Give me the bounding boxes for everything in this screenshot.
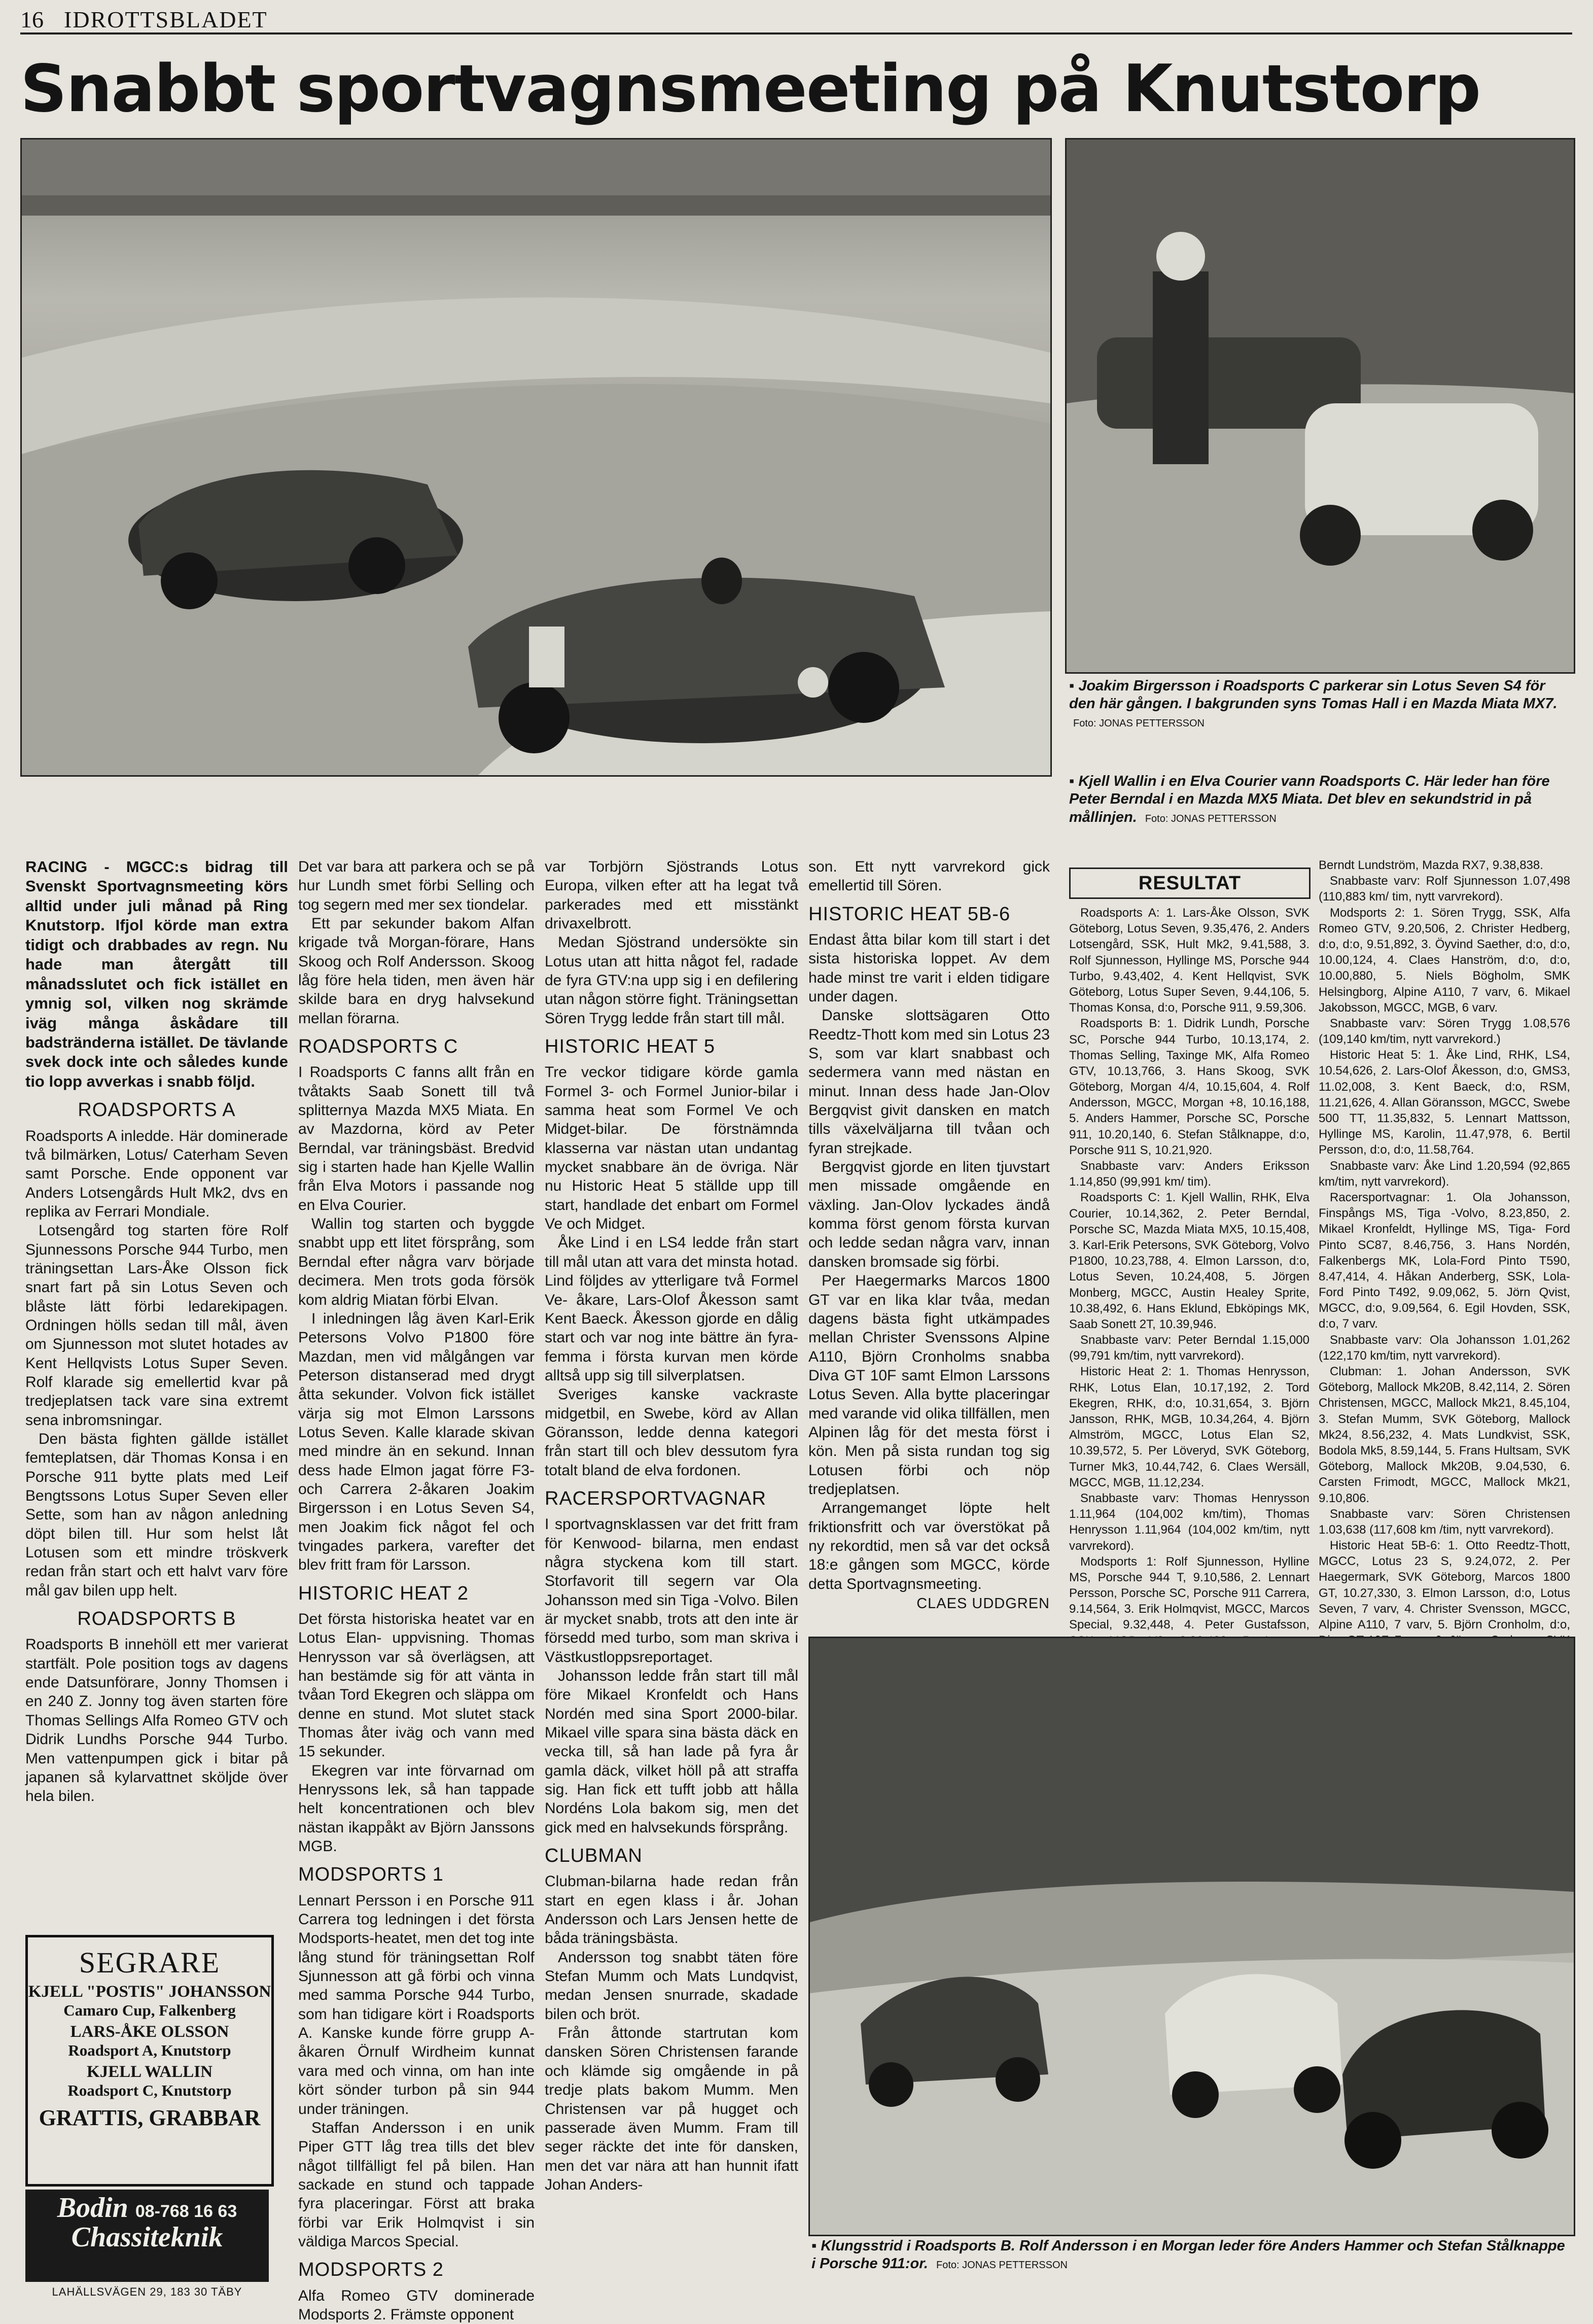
- winner-name: LARS-ÅKE OLSSON: [70, 2023, 229, 2041]
- paragraph: Andersson tog snabbt täten före Stefan Mumm och Mats Lundqvist, medan Jensen snurrade, skadade bilen och bröt.: [545, 1949, 798, 2023]
- paragraph: Roadsports A inledde. Här dominerade två bilmärken, Lotus/ Caterham Seven samt Porsche. Ende opponent var Anders Lotsengårds Hult Mk2, dvs en replika av Ferrari Mondiale.: [25, 1127, 288, 1220]
- paragraph: Danske slottsägaren Otto Reedtz-Thott kom med sin Lotus 23 S, som var klart snabbast och sedermera vann med nästan en minut. Innan dess hade Jan-Olov Bergqvist givit dansken en match tills växelväljarna till tvåan och fyran strejkade.: [808, 1007, 1050, 1157]
- result-entry: Historic Heat 5B-6: 1. Otto Reedtz-Thott, MGCC, Lotus 23 S, 9.24,072, 2. Per Haegermark, SVK Göteborg, Marcos 1800 GT, 10.27,330, 3. Elmon Larsson, d:o, Lotus Seven, 7 varv, 4. Christer Svensson, MGCC, Alpine A110, 7 varv, 5. Björn Cronholm, d:o,: [1319, 1539, 1570, 1632]
- winner-series: Roadsport C, Knutstorp: [67, 2082, 232, 2099]
- advertisement: [25, 2190, 269, 2282]
- ad-tagline: Chassiteknik: [71, 2222, 223, 2253]
- result-entry: Roadsports A: 1. Lars-Åke Olsson, SVK Göteborg, Lotus Seven, 9.35,476, 2. Anders Lotsengård, SSK, Hult Mk2, 9.41,588, 3. Rolf Sjunnesson, Hyllinge MS, Porsche 944 Turbo, 9.43,402, 4. Kent Hellqvist, SVK Göteborg, Lotus Super Seven, 9.44,106, 5. Thomas Konsa, d:o, Porsche 911, 9.59,306.: [1069, 906, 1309, 1015]
- subhead-clubman: CLUBMAN: [545, 1845, 643, 1867]
- bullet-icon: ▪: [1069, 773, 1079, 789]
- headline: Snabbt sportvagnsmeeting på Knutstorp: [20, 51, 1480, 127]
- paragraph: I Roadsports C fanns allt från en tvåtakts Saab Sonett till två splitternya Mazda MX5 Miata. En av Mazdorna, körd av Peter Berndal, var träningsbäst. Bredvid sig i starten hade han Kjelle Wallin från Elva Motors i passande nog en Elva Courier.: [298, 1064, 535, 1213]
- paragraph: Det första historiska heatet var en Lotus Elan- uppvisning. Thomas Henrysson var så överlägsen, att han bestämde sig för att vänta in tvåan Tord Ekegren och släppa om denne en stund. Mot slutet stack Thomas åter iväg och vann med 15 sekunder.: [298, 1610, 535, 1760]
- result-entry: Snabbaste varv: Ola Johansson 1.01,262 (122,170 km/tim, nytt varvrekord).: [1319, 1333, 1570, 1363]
- subhead-historic-heat-5: HISTORIC HEAT 5: [545, 1036, 715, 1058]
- paragraph: Lotsengård tog starten före Rolf Sjunnessons Porsche 944 Turbo, men träningsettan Lars-Åke Olsson fick snart fart på sin Lotus Seven och blåste lätt förbi ledarekipagen. Ordningen hölls sedan till mål, även om Sjunnesson mot slutet hotades av Kent Hellqvists Lotus Super Seven. Rolf klarade sig emellertid kvar på tredjeplatsen tack vare sina extremt sena inbromsningar.: [25, 1222, 288, 1429]
- results-heading-box: [1069, 868, 1311, 899]
- article-column-1: [25, 857, 288, 1806]
- paragraph: Från åttonde startrutan kom dansken Sören Christensen farande och klämde sig omgående in på tredje plats bakom Mumm. Men Christensen var på hugget och passerade även Mumm. Fram till seger räckte det inte för dansken, men det var nära att han hunnit ifatt Johan Anders-: [545, 2025, 798, 2193]
- running-head: [20, 5, 1572, 34]
- caption-text: Klungsstrid i Roadsports B. Rolf Andersson i en Morgan leder före Anders Hammer och Stefan Stålknappe i Porsche 911:or.: [811, 2238, 1565, 2272]
- subhead-modsports-1: MODSPORTS 1: [298, 1864, 444, 1886]
- subhead-modsports-2: MODSPORTS 2: [298, 2259, 444, 2281]
- result-entry: Snabbaste varv: Anders Eriksson 1.14,850 (99,991 km/ tim).: [1069, 1159, 1309, 1189]
- result-entry: Racersportvagnar: 1. Ola Johansson, Finspångs MS, Tiga -Volvo, 8.23,850, 2. Mikael Kronfeldt, Hyllinge MS, Tiga- Ford Pinto SC87, 8.46,756, 3. Hans Nordén, Falkenbergs MK, Lola-Ford Pinto T590, 8.47,414, 4. Håkan Anderberg, SSK, Lola-Ford Pinto T492, 9.09,062, 5. Jörn Qvist, MGCC, d:o, 9.09,564, 6. Egil Hovden, SSK, d:o, 7 varv.: [1319, 1190, 1570, 1331]
- caption-photo-right: [1069, 677, 1571, 731]
- result-entry: Snabbaste varv: Sören Christensen 1.03,638 (117,608 km /tim, nytt varvrekord).: [1319, 1507, 1570, 1537]
- photo-main-race: [20, 138, 1052, 777]
- result-entry: Historic Heat 5: 1. Åke Lind, RHK, LS4, 10.54,626, 2. Lars-Olof Åkesson, d:o, GMS3, 11.02,008, 3. Kent Baeck, d:o, RSM, 11.21,626, 4. Allan Göransson, MGCC, Swebe 500 TT, 11.35,832, 5. Lennart Mattsson, Hyllinge MS, Karolin, 11.47,978, 6. Bertil Persson, d:o, d:o, 11.58,764.: [1319, 1048, 1570, 1157]
- subhead-roadsports-c: ROADSPORTS C: [298, 1036, 458, 1058]
- paragraph: Staffan Andersson i en unik Piper GTT låg trea tills det blev något tillfälligt fel på bilen. Han sackade en stund och tappade fyra placeringar. Först att braka förbi var Erik Holmqvist i sin väldiga Marcos Special.: [298, 2119, 535, 2250]
- paragraph: I sportvagnsklassen var det fritt fram för Kenwood- bilarna, men endast några styckena kom till start. Storfavorit till segern var Ola Johansson med sin Tiga -Volvo. Bilen är mycket snabb, trots att den inte är försedd med turbo, som man skriva i Västkustloppsreportaget.: [545, 1516, 798, 1666]
- photo-credit: Foto: JONAS PETTERSSON: [1073, 717, 1205, 729]
- photo-credit: Foto: JONAS PETTERSSON: [1145, 813, 1277, 824]
- result-entry: Historic Heat 2: 1. Thomas Henrysson, RHK, Lotus Elan, 10.17,192, 2. Tord Ekegren, RHK, d:o, 10.31,654, 3. Björn Jansson, RHK, MGB, 10.34,264, 4. Björn Almström, MGCC, Lotus Elan S2, 10.39,572, 5. Per Löveryd, SVK Göteborg, Turner Mk3, 10.44,742, 6. Claes Wersäll, MGCC, MGB, 11.12,234.: [1069, 1365, 1309, 1489]
- paragraph: Sveriges kanske vackraste midgetbil, en Swebe, körd av Allan Göransson, ledde denna kategori från start till och blev dessutom fyra totalt bland de elva fordonen.: [545, 1386, 798, 1479]
- publication-name: IDROTTSBLADET: [64, 7, 268, 32]
- caption-photo-main: [1069, 773, 1571, 826]
- caption-text: Kjell Wallin i en Elva Courier vann Roadsports C. Här leder han före Peter Berndal i en Mazda MX5 Miata. Det blev en sekundstrid in på mållinjen.: [1069, 773, 1550, 825]
- result-entry: Snabbaste varv: Sören Trygg 1.08,576 (109,140 km/tim, nytt varvrekord.): [1319, 1016, 1570, 1047]
- parked-car-photo: [1067, 140, 1574, 672]
- result-entry: Roadsports B: 1. Didrik Lundh, Porsche SC, Porsche 944 Turbo, 10.13,174, 2. Thomas Selling, Taxinge MK, Alfa Romeo GTV, 10.13,766, 3. Hans Skoog, SVK Göteborg, Morgan 4/4, 10.15,604, 4. Rolf Andersson, MGCC, Morgan +8, 10.16,188, 5. Anders Hammer, Porsche SC, Porsche 911, 10.20,140, 6. Stefan Stålknappe, d:o, Porsche 911 S, 10.21,920.: [1069, 1017, 1309, 1157]
- photo-bottom-pack: [808, 1637, 1575, 2236]
- article-lede: RACING - MGCC:s bidrag till Svenskt Sportvagnsmeeting körs alltid under juli månad på Ring Knutstorp. Ifjol körde man extra tidigt och drabbades av regn. Nu hade man återgått till månadsslutet och fick istället en ymnig sol, vilken nog skrämde iväg många åskådare till badstränderna istället. De tävlande svek dock inte och således kunde tio lopp avverkas i snabb följd.: [25, 858, 288, 1090]
- photo-right-parked: [1065, 138, 1575, 674]
- paragraph: Ekegren var inte förvarnad om Henryssons lek, så han tappade helt koncentrationen och blev nästan ikappåkt av Björn Janssons MGB.: [298, 1762, 535, 1855]
- subhead-roadsports-b: ROADSPORTS B: [77, 1608, 236, 1630]
- congrats-text: GRATTIS, GRABBAR: [39, 2105, 261, 2130]
- subhead-historic-heat-2: HISTORIC HEAT 2: [298, 1582, 469, 1604]
- paragraph: Alfa Romeo GTV dominerade Modsports 2. Främste opponent: [298, 2287, 535, 2323]
- article-column-3: [545, 857, 798, 2194]
- paragraph: var Torbjörn Sjöstrands Lotus Europa, vilken efter att ha legat två parkerades med ett misstänkt drivaxelbrott.: [545, 858, 798, 932]
- paragraph: Den bästa fighten gällde istället femteplatsen, där Thomas Konsa i en Porsche 911 bytte plats med Leif Bengtssons Lotus Super Seven eller Sette, som han av någon anledning döpt bilen till. Hur som helst låt Lotusen som ett mindre tröskverk redan från start och ett halvt varv före mål gav bilen upp helt.: [25, 1431, 288, 1599]
- article-column-2: [298, 857, 535, 2324]
- paragraph: I inledningen låg även Karl-Erik Petersons Volvo P1800 före Mazdan, men vid målgången var Peterson distanserad med drygt åtta sekunder. Volvon fick istället värja sig mot Elmon Larssons Lotus Seven. Kalle klarade skivan med mindre än en sekund. Innan dess hade Elmon jagat förre F3- och Carrera 2-åkaren Joakim Birgersson i en Lotus Seven S4, men Joakim fick något fel och tvingades parkera, varefter det blev fritt fram för Larsson.: [298, 1310, 535, 1574]
- paragraph: Per Haegermarks Marcos 1800 GT var en lika klar tvåa, medan dagens bästa fight utkämpades mellan Christer Svenssons Alpine A110, Björn Cronholms snabba Diva GT 10F samt Elmon Larssons Lotus Seven. Alla bytte placeringar med varande vid olika tillfällen, men Alpinen låg för det mesta först i kön. Men på sista rundan tog sig Lotusen förbi och nöp tredjeplatsen.: [808, 1272, 1050, 1498]
- winner-series: Roadsport A, Knutstorp: [68, 2041, 231, 2059]
- ad-phone: 08-768 16 63: [135, 2202, 237, 2221]
- subhead-racersportvagnar: RACERSPORTVAGNAR: [545, 1487, 766, 1509]
- ad-address: LAHÄLLSVÄGEN 29, 183 30 TÄBY: [52, 2285, 242, 2298]
- paragraph: Medan Sjöstrand undersökte sin Lotus utan att hitta något fel, radade de fyra GTV:na upp sig i en defilering utan någon större fight. Träningsettan Sören Trygg ledde från start till mål.: [545, 934, 798, 1027]
- winners-title: SEGRARE: [79, 1946, 221, 1979]
- page-number: 16: [20, 7, 44, 32]
- winner-series: Camaro Cup, Falkenberg: [63, 2001, 236, 2019]
- results-column-2: [1319, 857, 1570, 1696]
- result-entry: Roadsports C: 1. Kjell Wallin, RHK, Elva Courier, 10.14,362, 2. Peter Berndal, Porsche SC, Mazda Miata MX5, 10.15,408, 3. Karl-Erik Petersons, SVK Göteborg, Volvo P1800, 10.23,788, 4. Elmon Larsson, d:o, Lotus Seven, 10.24,408, 5. Jörgen Monberg, MGCC, Austin Healey Sprite, 10.38,492, 6. Hans Eklund, Ebköpings MK, Saab Sonett 2T, 10.39,946.: [1069, 1191, 1309, 1331]
- paragraph: Det var bara att parkera och se på hur Lundh smet förbi Selling och tog segern med mer sex tiondelar.: [298, 858, 535, 913]
- bullet-icon: ▪: [811, 2238, 821, 2254]
- caption-text: Joakim Birgersson i Roadsports C parkerar sin Lotus Seven S4 för den här gången. I bakgrunden syns Tomas Hall i en Mazda Miata MX7.: [1069, 678, 1557, 712]
- caption-photo-bottom: [811, 2237, 1567, 2273]
- paragraph: son. Ett nytt varvrekord gick emellertid till Sören.: [808, 858, 1050, 894]
- bullet-icon: ▪: [1069, 678, 1079, 694]
- paragraph: Wallin tog starten och byggde snabbt upp ett litet försprång, som Berndal efter några varv började decimera. Men trots goda försök kom aldrig Miatan förbi Elvan.: [298, 1216, 535, 1308]
- paragraph: Arrangemanget löpte helt friktionsfritt och var överstökat på ny rekordtid, men så var det också 18:e gången som MGCC, körde detta Sportvagnsmeeting.: [808, 1500, 1050, 1592]
- winner-name: KJELL "POSTIS" JOHANSSON: [28, 1983, 271, 2001]
- paragraph: Tre veckor tidigare körde gamla Formel 3- och Formel Junior-bilar i samma heat som Formel Ve och Midget-bilar. De förstnämnda klasserna var nästan utan undantag mycket snabbare än de övriga. När nu Historic Heat 5 ställde upp till start, handlade det enbart om Formel Ve och Midget.: [545, 1064, 798, 1233]
- paragraph: Endast åtta bilar kom till start i det sista historiska loppet. Av dem hade minst tre varit i elden tidigare under dagen.: [808, 931, 1050, 1005]
- paragraph: Åke Lind i en LS4 ledde från start till mål utan att vara det minsta hotad. Lind följdes av ytterligare två Formel Ve- åkare, Lars-Olof Åkesson samt Kent Baeck. Åkesson gjorde en dålig start och var nog inte bättre än fyra-femma i första kurvan men körde alltså upp sig till silverplatsen.: [545, 1234, 798, 1384]
- result-entry: Modsports 2: 1. Sören Trygg, SSK, Alfa Romeo GTV, 9.20,506, 2. Christer Hedberg, d:o, d:o, 9.51,892, 3. Öyvind Saether, d:o, d:o, 10.00,124, 4. Claes Hanström, d:o, d:o, 10.00,880, 5. Niels Bögholm, SMK Helsingborg, Alpine A110, 7 varv, 6. Mikael Jakobsson, MGCC, MGB, 6 varv.: [1319, 906, 1570, 1015]
- result-entry: Snabbaste varv: Åke Lind 1.20,594 (92,865 km/tim, nytt varvrekord).: [1319, 1159, 1570, 1189]
- result-entry: Clubman: 1. Johan Andersson, SVK Göteborg, Mallock Mk20B, 8.42,114, 2. Sören Christensen, MGCC, Mallock Mk21, 8.45,104, 3. Stefan Mumm, SVK Göteborg, Mallock Mk24, 8.56,232, 4. Mats Lundkvist, SSK, Bodola Mk5, 8.59,144, 5. Frans Hultsam, SVK Göteborg, Mallock Mk20B, 9.04,530, 6. Carsten Frimodt, MGCC, Mallock Mk21, 9.10,806.: [1319, 1365, 1570, 1505]
- photo-credit: Foto: JONAS PETTERSSON: [936, 2260, 1068, 2271]
- paragraph: Roadsports B innehöll ett mer varierat startfält. Pole position togs av dagens ende Datsunförare, Jonny Thomsen i en 240 Z. Jonny tog även starten före Thomas Sellings Alfa Romeo GTV och Didrik Lundhs Porsche 944 Turbo. Men vattenpumpen gick i bitar på japanen så kylarvattnet sköljde över hela bilen.: [25, 1636, 288, 1805]
- subhead-historic-heat-5b-6: HISTORIC HEAT 5B-6: [808, 903, 1011, 925]
- ad-brand: Bodin: [57, 2192, 128, 2224]
- paragraph: Bergqvist gjorde en liten tjuvstart men missade omgående en växling. Jan-Olov lyckades ändå komma först genom första kurvan och ledde sedan några varv, innan dansken bromsade sig förbi.: [808, 1159, 1050, 1270]
- results-title: RESULTAT: [1138, 873, 1242, 894]
- winners-box: [25, 1935, 274, 2187]
- results-column-1: [1069, 905, 1309, 1680]
- winner-name: KJELL WALLIN: [87, 2063, 213, 2081]
- article-column-4: [808, 857, 1050, 1613]
- paragraph: Clubman-bilarna hade redan från start en egen klass i år. Johan Andersson och Lars Jensen hette de båda träningsbästa.: [545, 1873, 798, 1947]
- paragraph: Ett par sekunder bakom Alfan krigade två Morgan-förare, Hans Skoog och Rolf Andersson. Skoog låg före hela tiden, men även här skilde bara en dryg halvsekund mellan förarna.: [298, 915, 535, 1027]
- race-cars-photo: [22, 140, 1050, 775]
- paragraph: Johansson ledde från start till mål före Mikael Kronfeldt och Hans Nordén med sina Sport 2000-bilar. Mikael ville spara sina bästa däck en vecka till, så han lade på fyra år gamla däck, vilket höll på att straffa sig. Han fick ett tufft jobb att hålla Nordéns Lola bakom sig, men det gick med en halvsekunds försprång.: [545, 1668, 798, 1836]
- result-entry: Snabbaste varv: Thomas Henrysson 1.11,964 (104,002 km/tim), Thomas Henrysson 1.11,964 (104,002 km/tim, nytt varvrekord).: [1069, 1491, 1309, 1553]
- cars-pack-photo: [810, 1638, 1574, 2235]
- paragraph: Lennart Persson i en Porsche 911 Carrera tog ledningen i det första Modsports-heatet, men det tog inte lång stund för träningsettan Rolf Sjunnesson att gå förbi och vinna med samma Porsche 944 Turbo, som han tidigare kört i Roadsports A. Kanske kunde förre grupp A-åkaren Örnulf Wirdheim kunnat vara med och vinna, om han inte kört sönder turbon på sin 944 under träningen.: [298, 1892, 535, 2118]
- result-entry: Modsports 1: Rolf Sjunnesson, Hylline MS, Porsche 944 T, 9.10,586, 2. Lennart Persson, Porsche SC, Porsche 911 Carrera, 9.14,564, 3. Erik Holmqvist, MGCC, Marcos Special, 9.32,448, 4. Peter Gustafsson,: [1069, 1554, 1309, 1632]
- subhead-roadsports-a: ROADSPORTS A: [78, 1099, 236, 1121]
- result-entry: Berndt Lundström, Mazda RX7, 9.38,838.: [1319, 858, 1543, 872]
- result-entry: Snabbaste varv: Rolf Sjunnesson 1.07,498 (110,883 km/ tim, nytt varvrekord).: [1319, 874, 1570, 904]
- byline: CLAES UDDGREN: [916, 1595, 1050, 1612]
- result-entry: Snabbaste varv: Peter Berndal 1.15,000 (99,791 km/tim, nytt varvrekord).: [1069, 1333, 1309, 1363]
